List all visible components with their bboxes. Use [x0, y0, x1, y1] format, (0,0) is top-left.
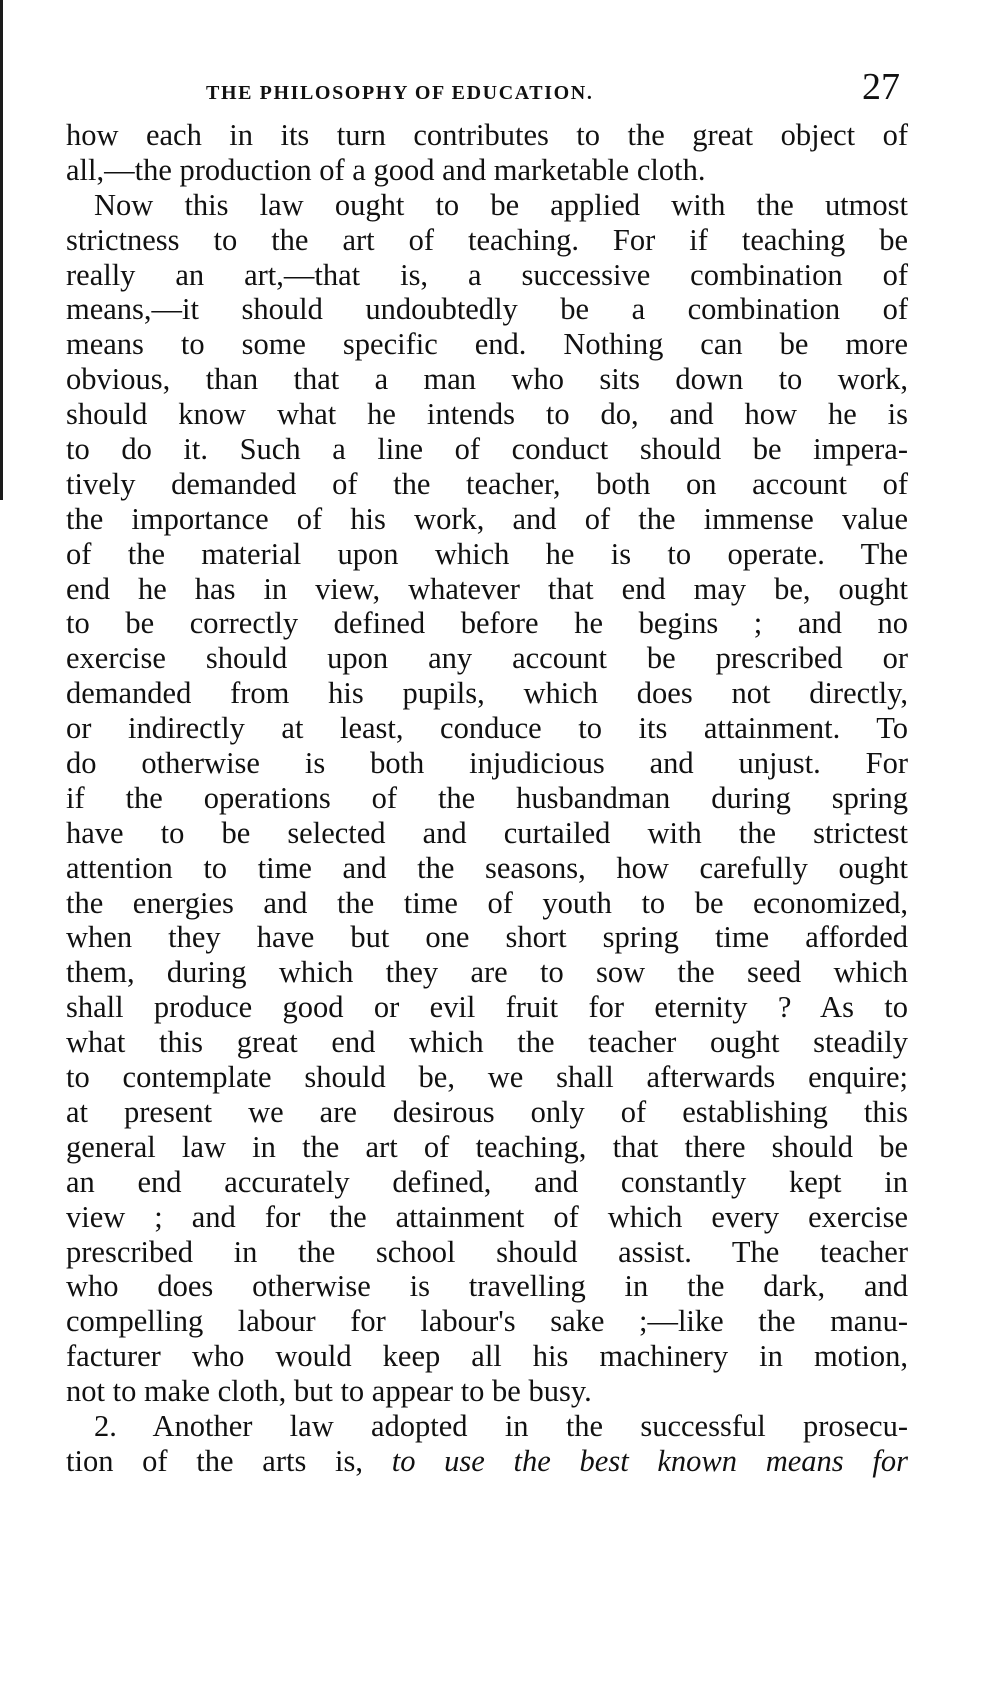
text-line: when they have but one short spring time afforded: [66, 920, 908, 955]
text-line-final: [66, 1444, 908, 1479]
text-line: means,—it should undoubtedly be a combination of: [66, 292, 908, 327]
text-line: end he has in view, whatever that end may be, ought: [66, 571, 908, 606]
text-line: how each in its turn contributes to the great object of: [66, 118, 908, 152]
text-line: have to be selected and curtailed with the strictest: [66, 815, 908, 850]
text-line: do otherwise is both injudicious and unjust. For: [66, 746, 908, 781]
text-line: the importance of his work, and of the immense value: [66, 501, 908, 536]
text-line: the energies and the time of youth to be economized,: [66, 885, 908, 920]
text-line: facturer who would keep all his machinery in motion,: [66, 1339, 908, 1374]
body-text: [66, 118, 908, 1479]
text-line: compelling labour for labour's sake ;—like the manu-: [66, 1304, 908, 1339]
text-line: general law in the art of teaching, that there should be: [66, 1129, 908, 1164]
text-line: should know what he intends to do, and how he is: [66, 397, 908, 432]
running-head: [66, 68, 908, 118]
text-line: view ; and for the attainment of which every exercise: [66, 1199, 908, 1234]
page-number: 27: [862, 66, 900, 108]
text-line: to be correctly defined before he begins ; and no: [66, 606, 908, 641]
text-line: means to some specific end. Nothing can be more: [66, 327, 908, 362]
text-line: attention to time and the seasons, how carefully ought: [66, 850, 908, 885]
text-line: obvious, than that a man who sits down to work,: [66, 362, 908, 397]
text-line: or indirectly at least, conduce to its attainment. To: [66, 711, 908, 746]
text-line: to do it. Such a line of conduct should be impera-: [66, 432, 908, 467]
running-title: THE PHILOSOPHY OF EDUCATION.: [206, 82, 594, 104]
text-line: 2. Another law adopted in the successful prosecu-: [94, 1408, 908, 1443]
text-line: strictness to the art of teaching. For if teaching be: [66, 222, 908, 257]
text-line: if the operations of the husbandman during spring: [66, 780, 908, 815]
text-line: prescribed in the school should assist. The teacher: [66, 1234, 908, 1269]
text-line: demanded from his pupils, which does not directly,: [66, 676, 908, 711]
text-line: them, during which they are to sow the seed which: [66, 955, 908, 990]
text-line: not to make cloth, but to appear to be busy.: [66, 1374, 592, 1409]
text-line: exercise should upon any account be prescribed or: [66, 641, 908, 676]
page-edge-rule: [0, 0, 3, 500]
text-line: tively demanded of the teacher, both on account of: [66, 466, 908, 501]
text-line: an end accurately defined, and constantly kept in: [66, 1164, 908, 1199]
text-line: who does otherwise is travelling in the dark, and: [66, 1269, 908, 1304]
final-line-plain: tion of the arts is,: [66, 1443, 392, 1478]
text-line: of the material upon which he is to operate. The: [66, 536, 908, 571]
text-line: really an art,—that is, a successive combination of: [66, 257, 908, 292]
text-line: Now this law ought to be applied with the utmost: [94, 187, 908, 222]
final-line-italic: to use the best known means for: [391, 1443, 908, 1478]
text-line: shall produce good or evil fruit for eternity ? As to: [66, 990, 908, 1025]
text-line: all,—the production of a good and marketable cloth.: [66, 152, 706, 187]
text-line: to contemplate should be, we shall afterwards enquire;: [66, 1060, 908, 1095]
text-line: at present we are desirous only of establishing this: [66, 1094, 908, 1129]
text-line: what this great end which the teacher ought steadily: [66, 1025, 908, 1060]
